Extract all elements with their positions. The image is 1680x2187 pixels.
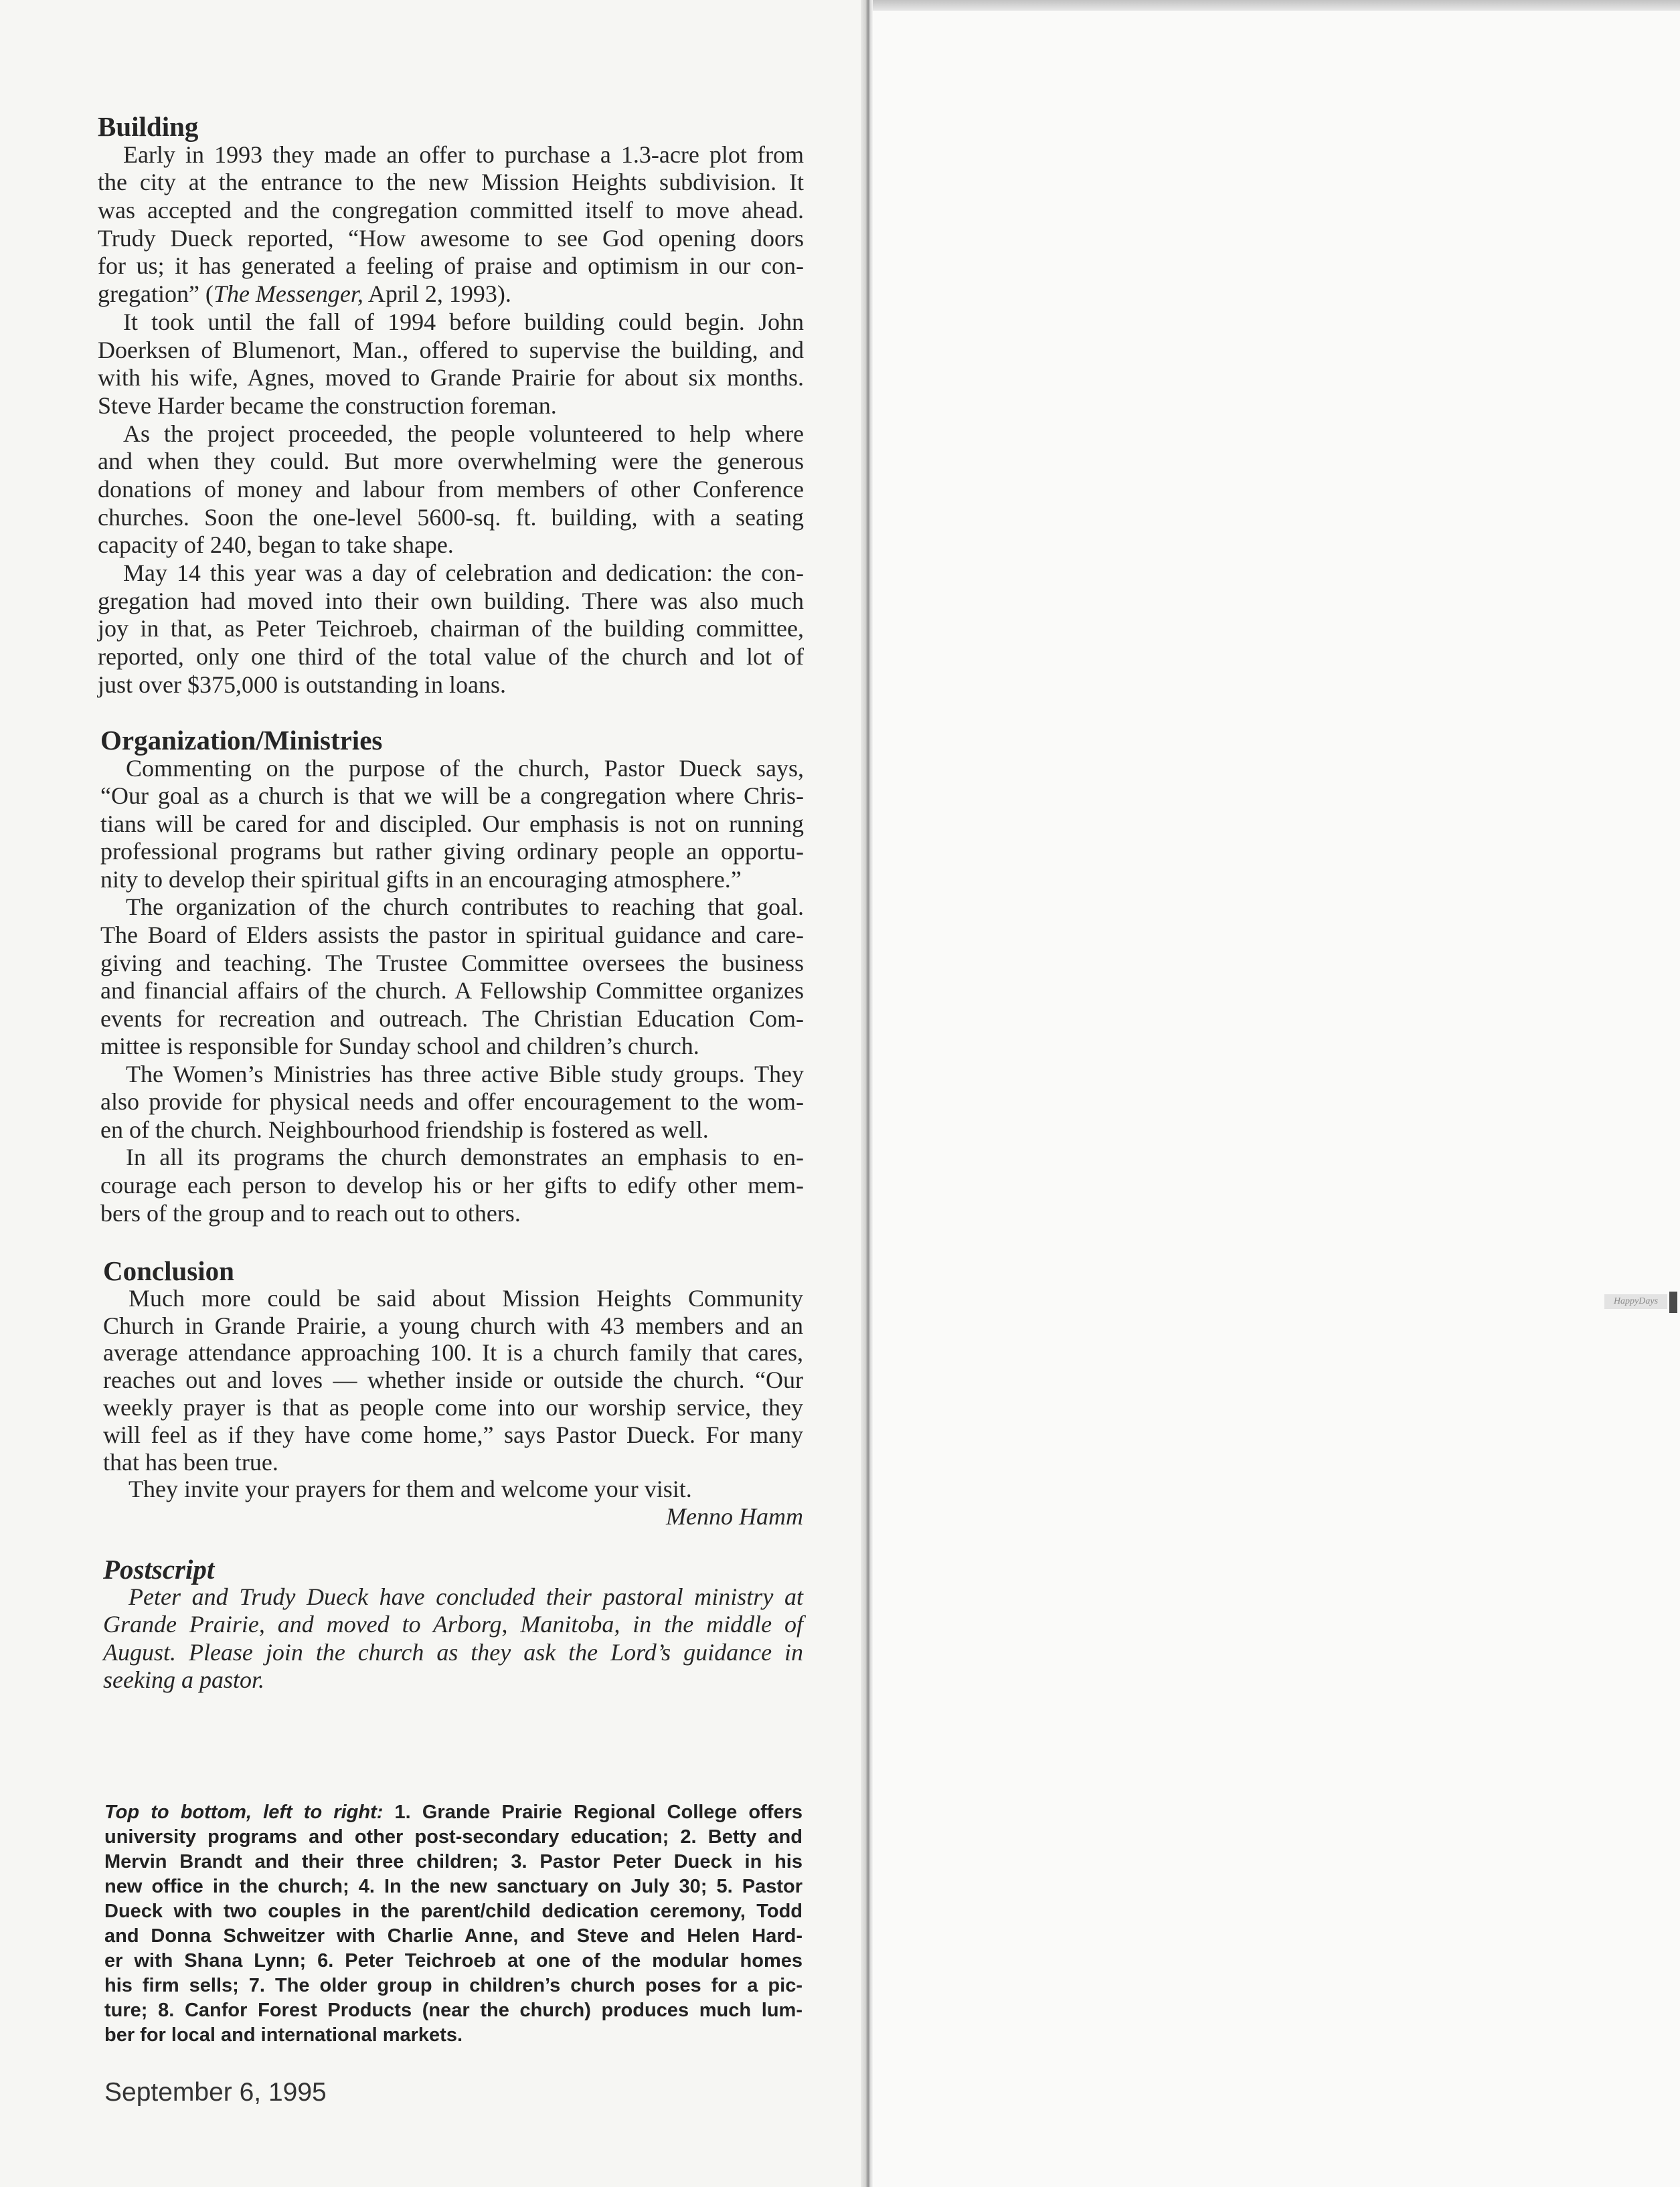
section-building bbox=[98, 113, 804, 699]
text-line: tians will be cared for and discipled. Our emphasis is not on running bbox=[100, 810, 804, 837]
text-line: In all its programs the church demonstrates an emphasis to en- bbox=[126, 1144, 804, 1171]
text-line: bers of the group and to reach out to others. bbox=[100, 1199, 521, 1227]
caption-line bbox=[104, 1800, 803, 1825]
text-line: “Our goal as a church is that we will be a congregation where Chris- bbox=[100, 782, 804, 810]
caption-line: Mervin Brandt and their three children; 3. Pastor Peter Dueck in his bbox=[104, 1850, 803, 1872]
text-line: weekly prayer is that as people come into our worship service, they bbox=[103, 1393, 803, 1421]
page-fold bbox=[861, 0, 873, 2187]
text-line: August. Please join the church as they ask the Lord’s guidance in bbox=[103, 1638, 803, 1666]
text-line: professional programs but rather giving ordinary people an opportu- bbox=[100, 838, 804, 865]
section-heading-postscript: Postscript bbox=[103, 1554, 215, 1585]
text-line: Trudy Dueck reported, “How awesome to see God opening doors bbox=[98, 224, 804, 252]
issue-date: September 6, 1995 bbox=[104, 2078, 327, 2107]
text-line: They invite your prayers for them and welcome your visit. bbox=[129, 1476, 692, 1503]
caption-line: and Donna Schweitzer with Charlie Anne, and Steve and Helen Hard- bbox=[104, 1925, 803, 1947]
section-heading-conclusion: Conclusion bbox=[103, 1255, 234, 1286]
caption-line: ture; 8. Canfor Forest Products (near the church) produces much lum- bbox=[104, 1999, 803, 2021]
text-line: gregation had moved into their own building. There was also much bbox=[98, 587, 804, 614]
text-line: that has been true. bbox=[103, 1448, 278, 1476]
caption-line: Dueck with two couples in the parent/child dedication ceremony, Todd bbox=[104, 1900, 803, 1922]
text-line: Doerksen of Blumenort, Man., offered to supervise the building, and bbox=[98, 336, 804, 363]
text-line: Steve Harder became the construction foreman. bbox=[98, 391, 557, 419]
text-line: en of the church. Neighbourhood friendship is fostered as well. bbox=[100, 1116, 709, 1143]
text-line: It took until the fall of 1994 before building could begin. John bbox=[123, 308, 804, 335]
caption-line: ber for local and international markets. bbox=[104, 2024, 463, 2046]
text-line: and when they could. But more overwhelming were the generous bbox=[98, 448, 804, 475]
text-line: with his wife, Agnes, moved to Grande Prairie for about six months. bbox=[98, 364, 804, 391]
text-line: reaches out and loves — whether inside or outside the church. “Our bbox=[103, 1367, 803, 1394]
caption-line: er with Shana Lynn; 6. Peter Teichroeb at one of the modular homes bbox=[104, 1949, 803, 1972]
photo-caption bbox=[104, 1800, 803, 2048]
text-line: capacity of 240, began to take shape. bbox=[98, 531, 454, 559]
text-line: for us; it has generated a feeling of praise and optimism in our con- bbox=[98, 252, 804, 280]
text-line: seeking a pastor. bbox=[103, 1666, 264, 1693]
caption-line: university programs and other post-secondary education; 2. Betty and bbox=[104, 1826, 803, 1848]
text-line: Grande Prairie, and moved to Arborg, Manitoba, in the middle of bbox=[103, 1611, 803, 1638]
text-line: Peter and Trudy Dueck have concluded their pastoral ministry at bbox=[129, 1583, 803, 1611]
side-tab-marker bbox=[1669, 1292, 1677, 1313]
section-conclusion bbox=[103, 1257, 803, 1530]
text-line: just over $375,000 is outstanding in loans. bbox=[98, 671, 506, 698]
caption-lead: Top to bottom, left to right: bbox=[104, 1801, 384, 1823]
text-line bbox=[98, 280, 804, 309]
text-line: Early in 1993 they made an offer to purchase a 1.3-acre plot from bbox=[123, 141, 804, 168]
text-line: average attendance approaching 100. It is a church family that cares, bbox=[103, 1339, 803, 1367]
text-line: The organization of the church contributes to reaching that goal. bbox=[126, 893, 804, 921]
text-fragment: gregation” ( bbox=[98, 280, 214, 308]
text-line: mittee is responsible for Sunday school and children’s church. bbox=[100, 1033, 699, 1060]
text-line: Much more could be said about Mission Heights Community bbox=[129, 1284, 803, 1312]
text-line: also provide for physical needs and offer encouragement to the wom- bbox=[100, 1088, 804, 1116]
text-line: giving and teaching. The Trustee Committee oversees the business bbox=[100, 949, 804, 976]
caption-line: his firm sells; 7. The older group in children’s church poses for a pic- bbox=[104, 1974, 803, 1996]
text-line: donations of money and labour from members of other Conference bbox=[98, 475, 804, 503]
text-line: and financial affairs of the church. A Fellowship Committee organizes bbox=[100, 977, 804, 1004]
text-line: May 14 this year was a day of celebration and dedication: the con- bbox=[123, 559, 804, 586]
text-line: was accepted and the congregation committed itself to move ahead. bbox=[98, 197, 804, 224]
side-tab-label: HappyDays bbox=[1604, 1294, 1667, 1309]
text-line: As the project proceeded, the people volunteered to help where bbox=[123, 420, 804, 447]
section-organization bbox=[100, 727, 804, 1227]
text-line: courage each person to develop his or her gifts to edify other mem- bbox=[100, 1172, 804, 1199]
text-line: The Board of Elders assists the pastor in spiritual guidance and care- bbox=[100, 921, 804, 948]
publication-title: The Messenger, bbox=[213, 280, 363, 308]
text-fragment: April 2, 1993). bbox=[363, 280, 511, 308]
section-heading-organization: Organization/Ministries bbox=[100, 725, 383, 756]
text-line: will feel as if they have come home,” says Pastor Dueck. For many bbox=[103, 1421, 803, 1448]
text-line: nity to develop their spiritual gifts in an encouraging atmosphere.” bbox=[100, 865, 742, 893]
page-top-edge bbox=[871, 0, 1680, 11]
section-postscript bbox=[103, 1556, 803, 1694]
caption-text: 1. Grande Prairie Regional College offers bbox=[383, 1801, 803, 1823]
right-page bbox=[871, 0, 1680, 2187]
text-line: reported, only one third of the total value of the church and lot of bbox=[98, 643, 804, 671]
text-line: Church in Grande Prairie, a young church with 43 members and an bbox=[103, 1312, 803, 1339]
section-heading-building: Building bbox=[98, 111, 199, 142]
text-line: the city at the entrance to the new Mission Heights subdivision. It bbox=[98, 169, 804, 196]
text-line: churches. Soon the one-level 5600-sq. ft. building, with a seating bbox=[98, 503, 804, 531]
text-line: events for recreation and outreach. The Christian Education Com- bbox=[100, 1004, 804, 1032]
text-line: Commenting on the purpose of the church, Pastor Dueck says, bbox=[126, 754, 804, 782]
author-signature: Menno Hamm bbox=[666, 1503, 803, 1530]
text-line: joy in that, as Peter Teichroeb, chairman of the building committee, bbox=[98, 615, 804, 642]
text-line: The Women’s Ministries has three active Bible study groups. They bbox=[126, 1060, 804, 1087]
caption-line: new office in the church; 4. In the new sanctuary on July 30; 5. Pastor bbox=[104, 1875, 803, 1897]
